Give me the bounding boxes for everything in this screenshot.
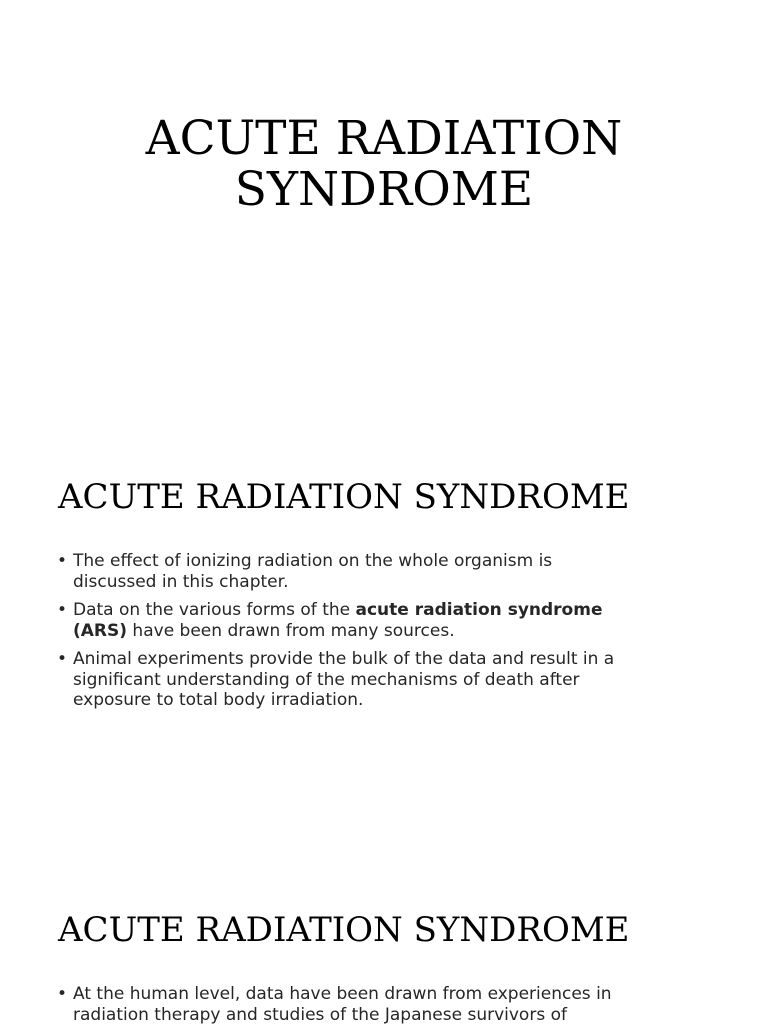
slide-2-bullet-list (57, 551, 717, 719)
title-slide-heading (0, 113, 768, 215)
bullet-text-line: Animal experiments provide the bulk of the data and result in a (73, 649, 615, 669)
bullet-item (57, 551, 717, 592)
bullet-text-line (73, 600, 717, 621)
bullet-text: Data on the various forms of the (73, 600, 356, 620)
bullet-text-line (73, 621, 717, 642)
title-line-2: SYNDROME (234, 162, 534, 217)
bullet-text-line: significant understanding of the mechanisms of death after (73, 669, 580, 690)
bullet-dot: • (57, 600, 68, 620)
title-line-1: ACUTE RADIATION (145, 111, 623, 166)
bullet-text-line: At the human level, data have been drawn from experiences in (73, 984, 612, 1004)
slide-2-heading: ACUTE RADIATION SYNDROME (58, 477, 630, 517)
bullet-item (57, 649, 717, 711)
bullet-item (57, 600, 717, 641)
bullet-bold-term: (ARS) (73, 620, 128, 641)
bullet-text-line: exposure to total body irradiation. (73, 690, 364, 710)
bullet-text-line: radiation therapy and studies of the Japanese survivors of (73, 1004, 567, 1025)
bullet-text-line: discussed in this chapter. (73, 571, 289, 592)
bullet-text-line: The effect of ionizing radiation on the whole organism is (73, 551, 553, 571)
bullet-dot: • (57, 984, 68, 1004)
slide-3-bullet-list (57, 984, 717, 1033)
bullet-dot: • (57, 649, 68, 669)
bullet-bold-term: acute radiation syndrome (355, 600, 603, 620)
bullet-item (57, 984, 717, 1025)
slide-3-heading: ACUTE RADIATION SYNDROME (58, 910, 630, 950)
bullet-dot: • (57, 551, 68, 571)
bullet-text: have been drawn from many sources. (127, 620, 455, 641)
